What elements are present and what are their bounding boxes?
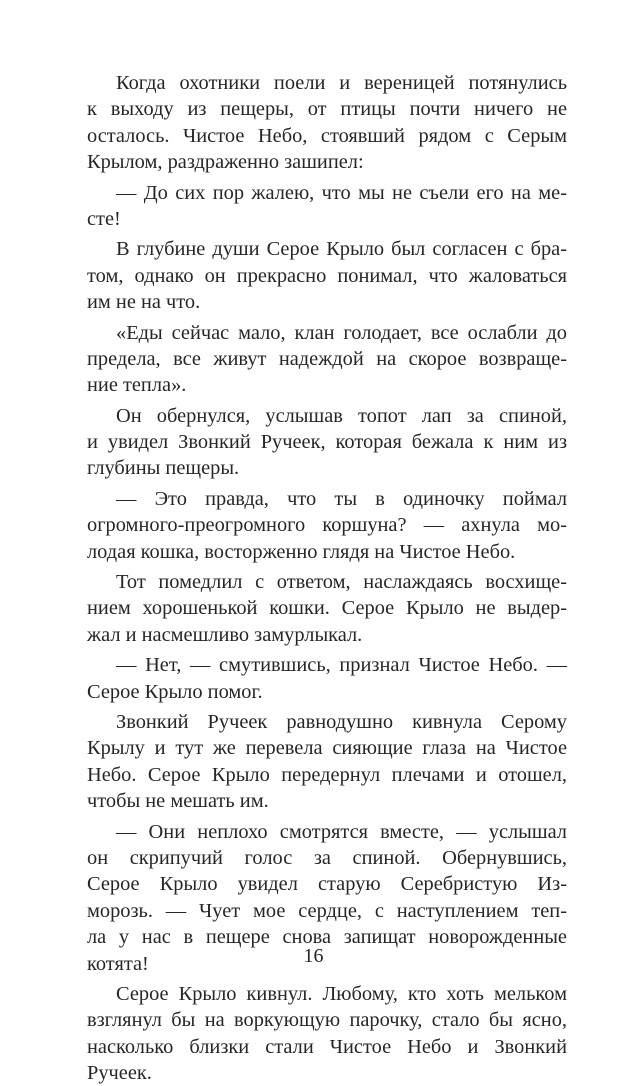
text-line: — Это правда, что ты в одиночку поймал [116, 487, 567, 510]
text-line: котята! [87, 952, 149, 975]
text-line: Серое Крыло увидел старую Серебристую Из- [87, 873, 567, 896]
text-line: предела, все живут надеждой на скорое возвраще- [87, 347, 567, 370]
text-line: осталось. Чистое Небо, стоявший рядом с Серым [87, 124, 567, 147]
text-line: он скрипучий голос за спиной. Обернувшись, [87, 846, 567, 869]
text-line: Небо. Серое Крыло передернул плечами и отошел, [87, 763, 567, 786]
text-line: Звонкий Ручеек равнодушно кивнула Серому [116, 710, 567, 733]
text-line: огромного-преогромного коршуна? — ахнула мо- [87, 514, 567, 537]
text-line: Тот помедлил с ответом, наслаждаясь восхище- [116, 571, 567, 594]
text-line: к выходу из пещеры, от птицы почти ничего не [87, 98, 567, 121]
paragraph [87, 652, 567, 705]
text-line: Крылу и тут же перевела сияющие глаза на Чистое [87, 737, 567, 760]
text-line: ние тепла». [87, 374, 187, 397]
text-line: Ручеек. [87, 1062, 152, 1085]
text-line: Серое Крыло помог. [87, 680, 263, 703]
text-line: Крылом, раздраженно зашипел: [87, 151, 364, 174]
page-number: 16 [303, 945, 324, 967]
paragraph [87, 236, 567, 315]
paragraph [87, 320, 567, 399]
paragraph [87, 403, 567, 482]
text-line: и увидел Звонкий Ручеек, которая бежала к ним из [87, 431, 567, 454]
text-line: Когда охотники поели и вереницей потянулись [116, 72, 567, 94]
text-line: В глубине души Серое Крыло был согласен с бра- [116, 238, 567, 261]
text-line: насколько близки стали Чистое Небо и Звонкий [87, 1035, 567, 1058]
paragraph [87, 70, 567, 176]
text-line: взглянул бы на воркующую парочку, стало бы ясно, [87, 1009, 567, 1032]
paragraph [87, 709, 567, 815]
text-line: том, однако он прекрасно понимал, что жаловаться [87, 264, 567, 287]
text-line: Серое Крыло кивнул. Любому, кто хоть мельком [116, 982, 567, 1005]
text-line: морозь. — Чует мое сердце, с наступлением теп- [87, 899, 567, 922]
text-line: чтобы не мешать им. [87, 790, 269, 813]
text-line: — Нет, — смутившись, признал Чистое Небо. — [116, 654, 567, 677]
text-line: глубины пещеры. [87, 457, 240, 480]
text-line: — Они неплохо смотрятся вместе, — услышал [116, 820, 567, 843]
text-line: — До сих пор жалею, что мы не съели его на ме- [116, 181, 567, 204]
text-line: им не на что. [87, 291, 201, 314]
body-text [87, 70, 567, 1086]
paragraph [87, 569, 567, 648]
text-line: «Еды сейчас мало, клан голодает, все ослабли до [116, 321, 567, 344]
text-line: Он обернулся, услышав топот лап за спиной, [116, 404, 567, 427]
text-line: лодая кошка, восторженно глядя на Чистое Небо. [87, 540, 516, 563]
text-line: сте! [87, 207, 121, 230]
text-line: нием хорошенькой кошки. Серое Крыло не выдер- [87, 597, 567, 620]
paragraph [87, 180, 567, 233]
paragraph [87, 981, 567, 1086]
text-line: ла у нас в пещере снова запищат новорожденные [87, 926, 567, 949]
paragraph [87, 486, 567, 565]
text-line: жал и насмешливо замурлыкал. [87, 623, 363, 646]
